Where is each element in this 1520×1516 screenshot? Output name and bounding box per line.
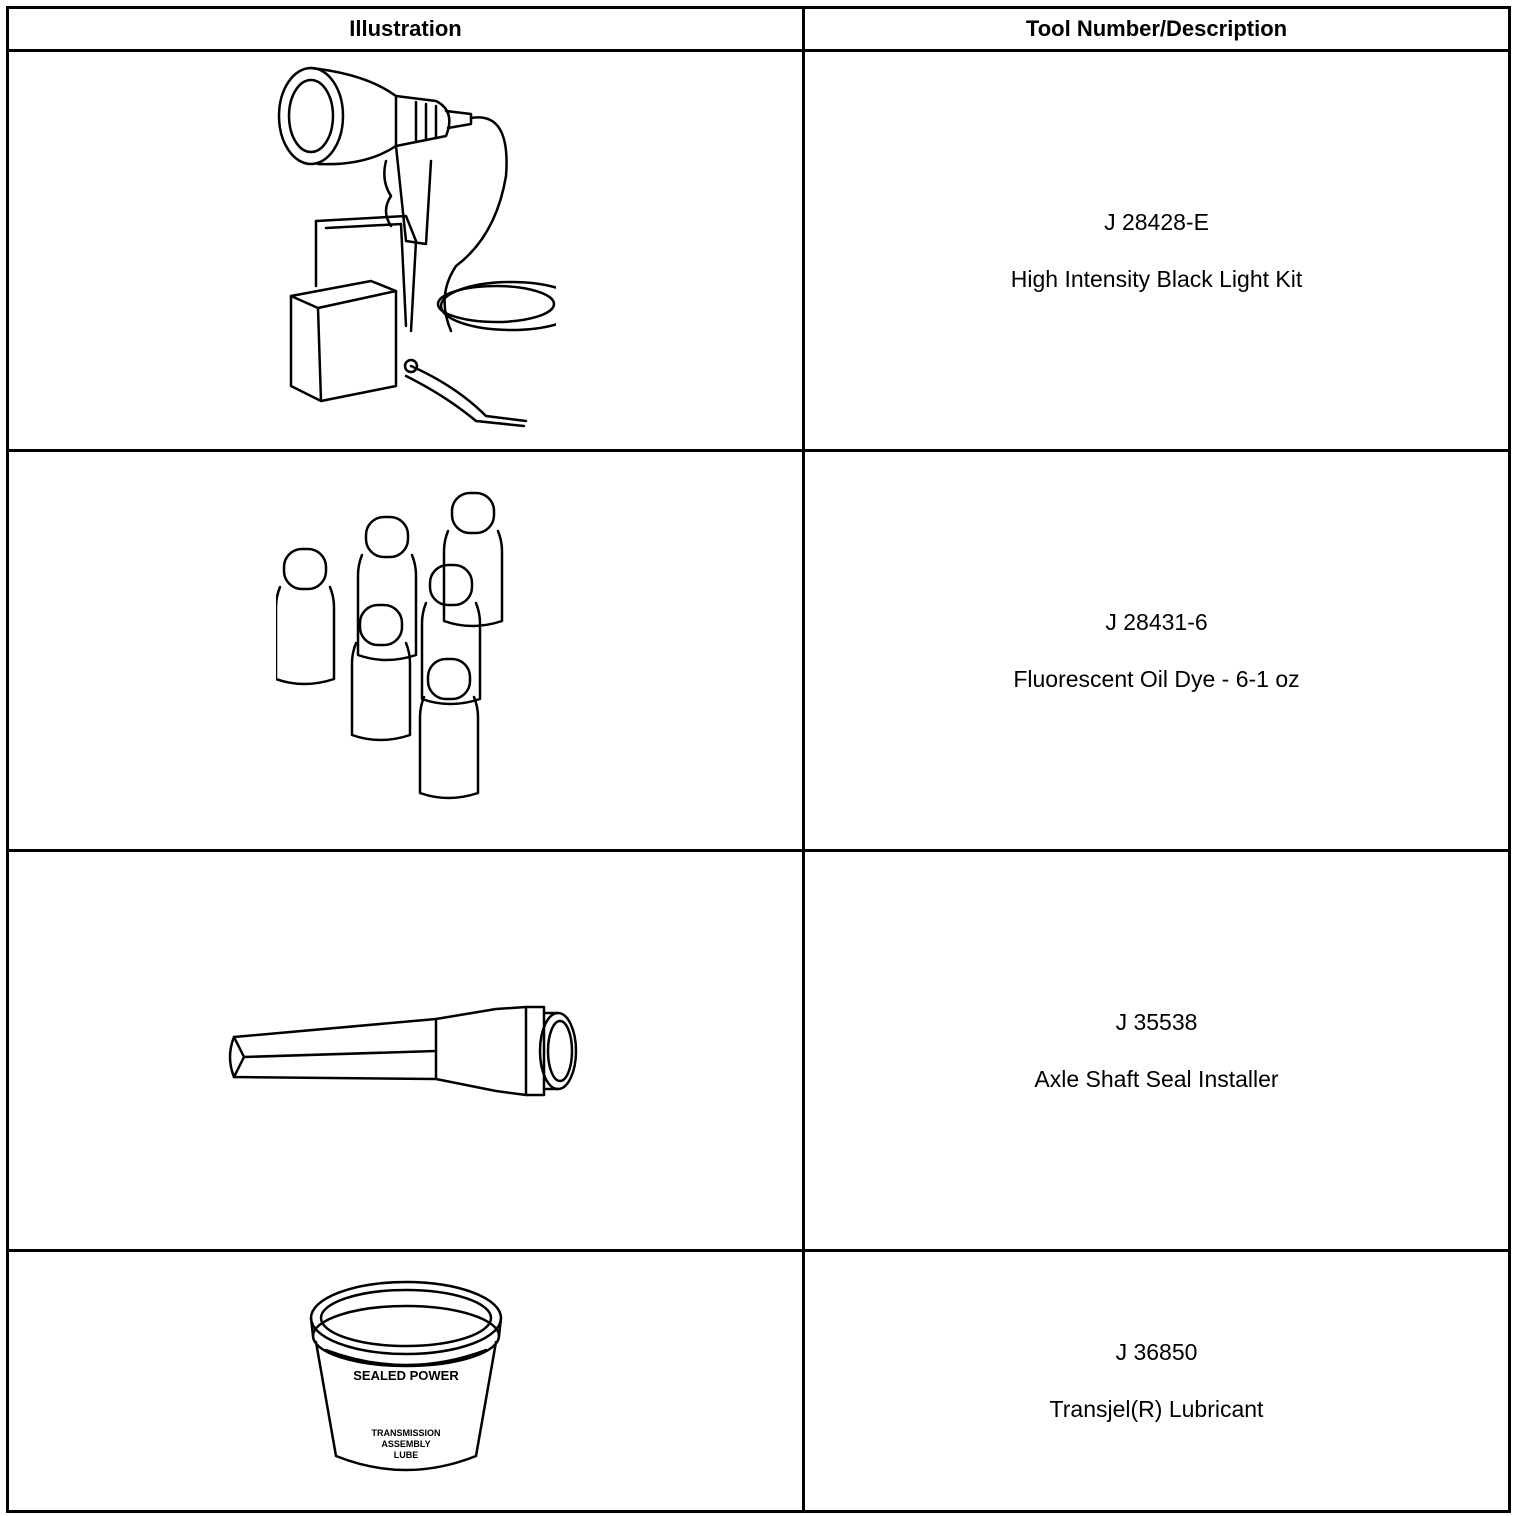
tool-cell — [804, 51, 1510, 451]
seal-installer-illustration — [226, 1001, 586, 1101]
header-tool-number-description: Tool Number/Description — [804, 8, 1510, 51]
tub-brand-label: SEALED POWER — [352, 1368, 459, 1383]
tool-number: J 28428-E — [1104, 208, 1209, 235]
tool-number: J 36850 — [1115, 1339, 1198, 1365]
tub-label-line-1: TRANSMISSION — [370, 1428, 441, 1438]
tool-cell — [804, 451, 1510, 851]
black-light-kit-illustration — [256, 66, 556, 436]
table-row — [8, 451, 1510, 851]
oil-dye-bottles-illustration — [276, 491, 536, 811]
tool-cell — [804, 1251, 1510, 1512]
tool-cell — [804, 851, 1510, 1251]
tool-description: Fluorescent Oil Dye - 6-1 oz — [1013, 665, 1300, 692]
table-row — [8, 1251, 1510, 1512]
tool-description: High Intensity Black Light Kit — [1010, 265, 1303, 292]
illustration-cell — [8, 451, 804, 851]
header-row — [8, 8, 1510, 51]
tool-number: J 35538 — [1115, 1008, 1198, 1035]
lubricant-tub-illustration — [306, 1276, 506, 1486]
table-row — [8, 51, 1510, 451]
illustration-cell — [8, 51, 804, 451]
illustration-cell — [8, 1251, 804, 1512]
special-tools-table — [6, 6, 1511, 1513]
tool-number: J 28431-6 — [1105, 608, 1208, 635]
illustration-cell — [8, 851, 804, 1251]
tub-label-line-3: LUBE — [393, 1450, 418, 1460]
tool-description: Transjel(R) Lubricant — [1049, 1396, 1264, 1422]
tub-label-line-2: ASSEMBLY — [380, 1439, 431, 1449]
table-row — [8, 851, 1510, 1251]
header-illustration: Illustration — [8, 8, 804, 51]
tool-description: Axle Shaft Seal Installer — [1034, 1065, 1279, 1092]
